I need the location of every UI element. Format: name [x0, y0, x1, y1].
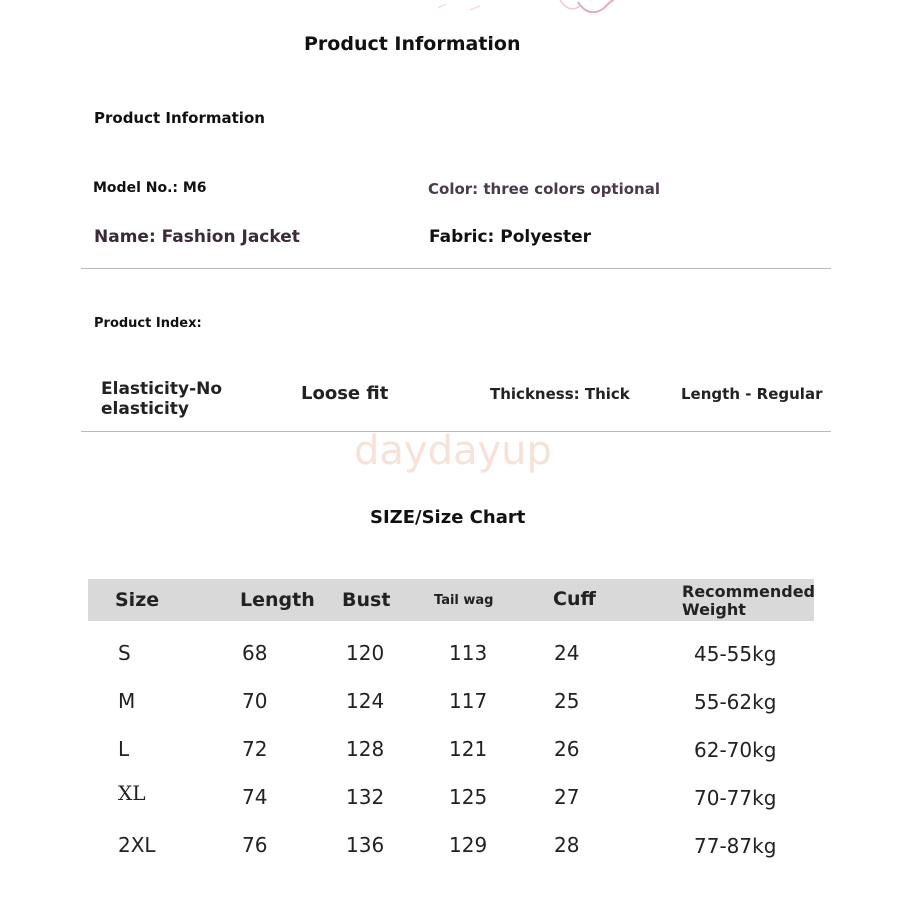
- cell-bust: 128: [346, 737, 385, 761]
- cell-bust: 120: [346, 641, 385, 665]
- page-title: Product Information: [304, 33, 521, 55]
- elasticity-line-1: Elasticity-No: [101, 379, 223, 399]
- cell-cuff: 28: [554, 833, 580, 857]
- size-table-header: [88, 579, 814, 621]
- column-header-recommended-weight: [682, 583, 815, 619]
- cell-tail-wag: 125: [449, 785, 488, 809]
- cell-length: 70: [242, 689, 268, 713]
- cell-cuff: 27: [554, 785, 580, 809]
- elasticity: [101, 379, 222, 419]
- cell-weight: 55-62kg: [694, 690, 777, 714]
- fabric: Fabric: Polyester: [429, 227, 591, 247]
- column-header-cuff: Cuff: [553, 588, 596, 610]
- divider: [81, 268, 831, 269]
- cell-tail-wag: 121: [449, 737, 488, 761]
- cell-cuff: 25: [554, 689, 580, 713]
- product-name: Name: Fashion Jacket: [94, 227, 300, 247]
- thickness: Thickness: Thick: [490, 385, 630, 403]
- column-header-size: Size: [115, 589, 160, 611]
- cell-tail-wag: 117: [449, 689, 488, 713]
- size-chart-title: SIZE/Size Chart: [370, 507, 526, 528]
- cell-length: 74: [242, 785, 268, 809]
- cell-length: 68: [242, 641, 268, 665]
- cell-bust: 132: [346, 785, 385, 809]
- watermark: daydayup: [354, 428, 552, 474]
- product-info-heading: Product Information: [94, 109, 265, 127]
- color-option: Color: three colors optional: [428, 180, 660, 198]
- cell-size: M: [118, 689, 136, 713]
- cell-weight: 45-55kg: [694, 642, 777, 666]
- fit: Loose fit: [301, 383, 389, 404]
- column-header-bust: Bust: [342, 589, 391, 611]
- cell-bust: 124: [346, 689, 385, 713]
- cell-size: 2XL: [118, 833, 156, 857]
- product-index-heading: Product Index:: [94, 316, 202, 331]
- cell-size: L: [118, 737, 130, 761]
- cell-cuff: 24: [554, 641, 580, 665]
- column-header-tail-wag: Tail wag: [434, 593, 494, 608]
- cell-tail-wag: 129: [449, 833, 488, 857]
- column-header-length: Length: [240, 589, 315, 611]
- cell-weight: 70-77kg: [694, 786, 777, 810]
- length-type: Length - Regular: [681, 385, 823, 403]
- recommended-label: Recommended: [682, 582, 815, 601]
- cell-length: 72: [242, 737, 268, 761]
- cell-length: 76: [242, 833, 268, 857]
- cell-size: XL: [118, 781, 146, 805]
- cell-tail-wag: 113: [449, 641, 488, 665]
- cell-cuff: 26: [554, 737, 580, 761]
- heart-outline-icon: [0, 0, 912, 30]
- cell-weight: 62-70kg: [694, 738, 777, 762]
- elasticity-line-2: elasticity: [101, 399, 190, 419]
- weight-label: Weight: [682, 600, 746, 619]
- size-table-body: [88, 621, 818, 883]
- cell-weight: 77-87kg: [694, 834, 777, 858]
- cell-bust: 136: [346, 833, 385, 857]
- cell-size: S: [118, 641, 131, 665]
- model-number: Model No.: M6: [93, 180, 207, 196]
